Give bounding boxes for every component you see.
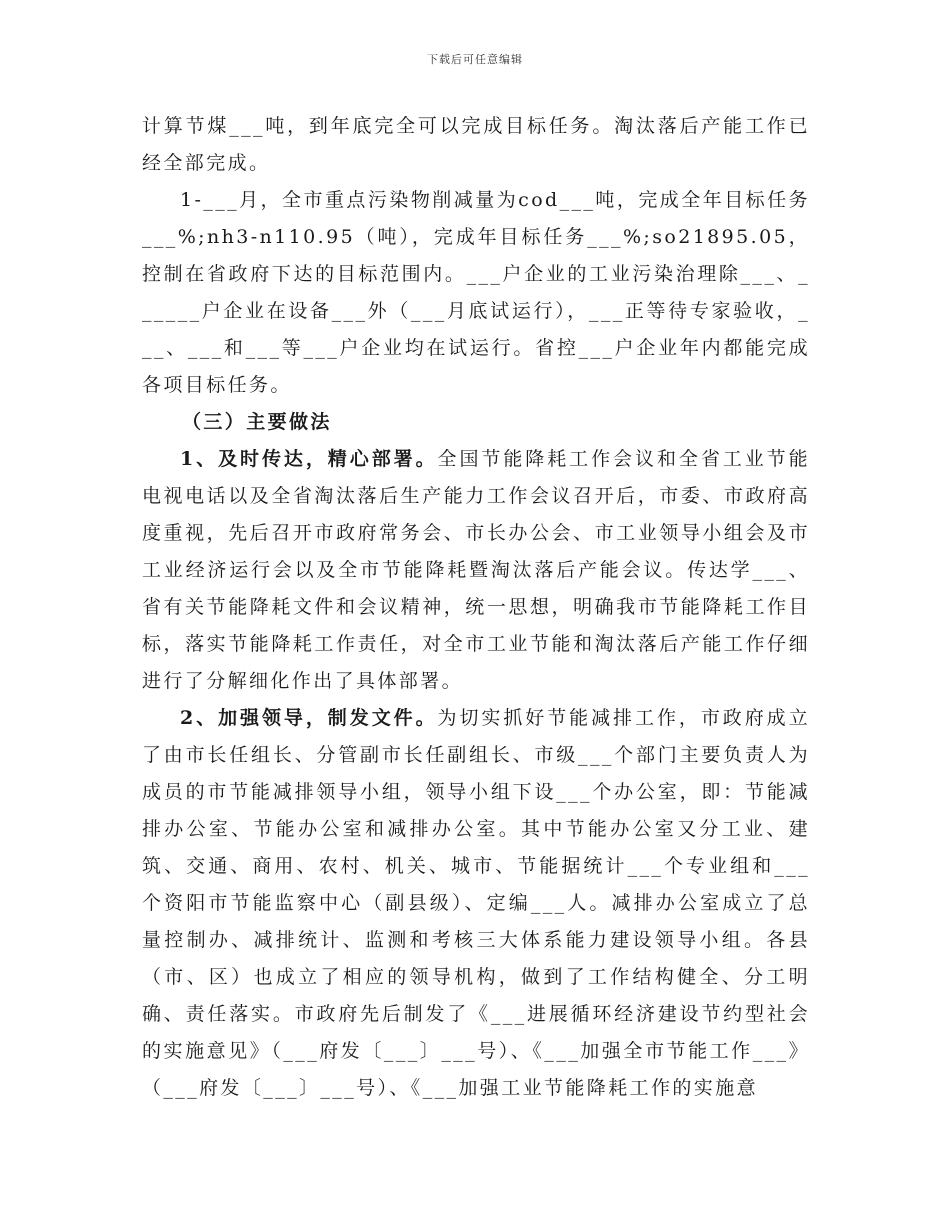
section-heading-main-practices: （三）主要做法 — [182, 411, 332, 433]
paragraph-body-timely-communication: 全国节能降耗工作会议和全省工业节能电视电话以及全省淘汰落后生产能力工作会议召开后，市委、市政府高度重视，先后召开市政府常务会、市长办公会、市工业领导小组会及市工业经济运行会以及全市节能降耗暨淘汰落后产能会议。传达学___、省有关节能降耗文件和会议精神，统一思想，明确我市节能降耗工作目标，落实节能降耗工作责任，对全市工业节能和淘汰落后产能工作仔细进行了分解细化作出了具体部署。 — [142, 448, 810, 692]
paragraph-lead-strengthen-leadership: 2、加强领导，制发文件。 — [180, 707, 438, 729]
paragraph-timely-communication — [142, 441, 810, 700]
paragraph-energy-saving: 计算节煤___吨，到年底完全可以完成目标任务。淘汰落后产能工作已经全部完成。 — [142, 115, 810, 174]
page-header: 下载后可任意编辑 — [427, 53, 523, 66]
paragraph-strengthen-leadership — [142, 700, 810, 1107]
document-body — [142, 108, 810, 1107]
paragraph-lead-timely-communication: 1、及时传达，精心部署。 — [180, 448, 438, 470]
paragraph-body-strengthen-leadership: 为切实抓好节能减排工作，市政府成立了由市长任组长、分管副市长任副组长、市级___个部门主要负责人为成员的市节能减排领导小组，领导小组下设___个办公室，即：节能减排办公室、节能办公室和减排办公室。其中节能办公室又分工业、建筑、交通、商用、农村、机关、城市、节能据统计___个专业组和___个资阳市节能监察中心（副县级）、定编___人。减排办公室成立了总量控制办、减排统计、监测和考核三大体系能力建设领导小组。各县（市、区）也成立了相应的领导机构，做到了工作结构健全、分工明确、责任落实。市政府先后制发了《___进展循环经济建设节约型社会的实施意见》（___府发〔___〕___号）、《___加强全市节能工作___》（___府发〔___〕___号）、《___加强工业节能降耗工作的实施意 — [142, 707, 810, 1099]
paragraph-pollution-reduction: 1-___月，全市重点污染物削减量为cod___吨，完成全年目标任务___%;nh3-n110.95（吨），完成年目标任务___%;so21895.05，控制在省政府下达的目标范围内。___户企业的工业污染治理除___、______户企业在设备___外（___月底试运行），___正等待专家验收，___、___和___等___户企业均在试运行。省控___户企业年内都能完成各项目标任务。 — [142, 189, 810, 396]
